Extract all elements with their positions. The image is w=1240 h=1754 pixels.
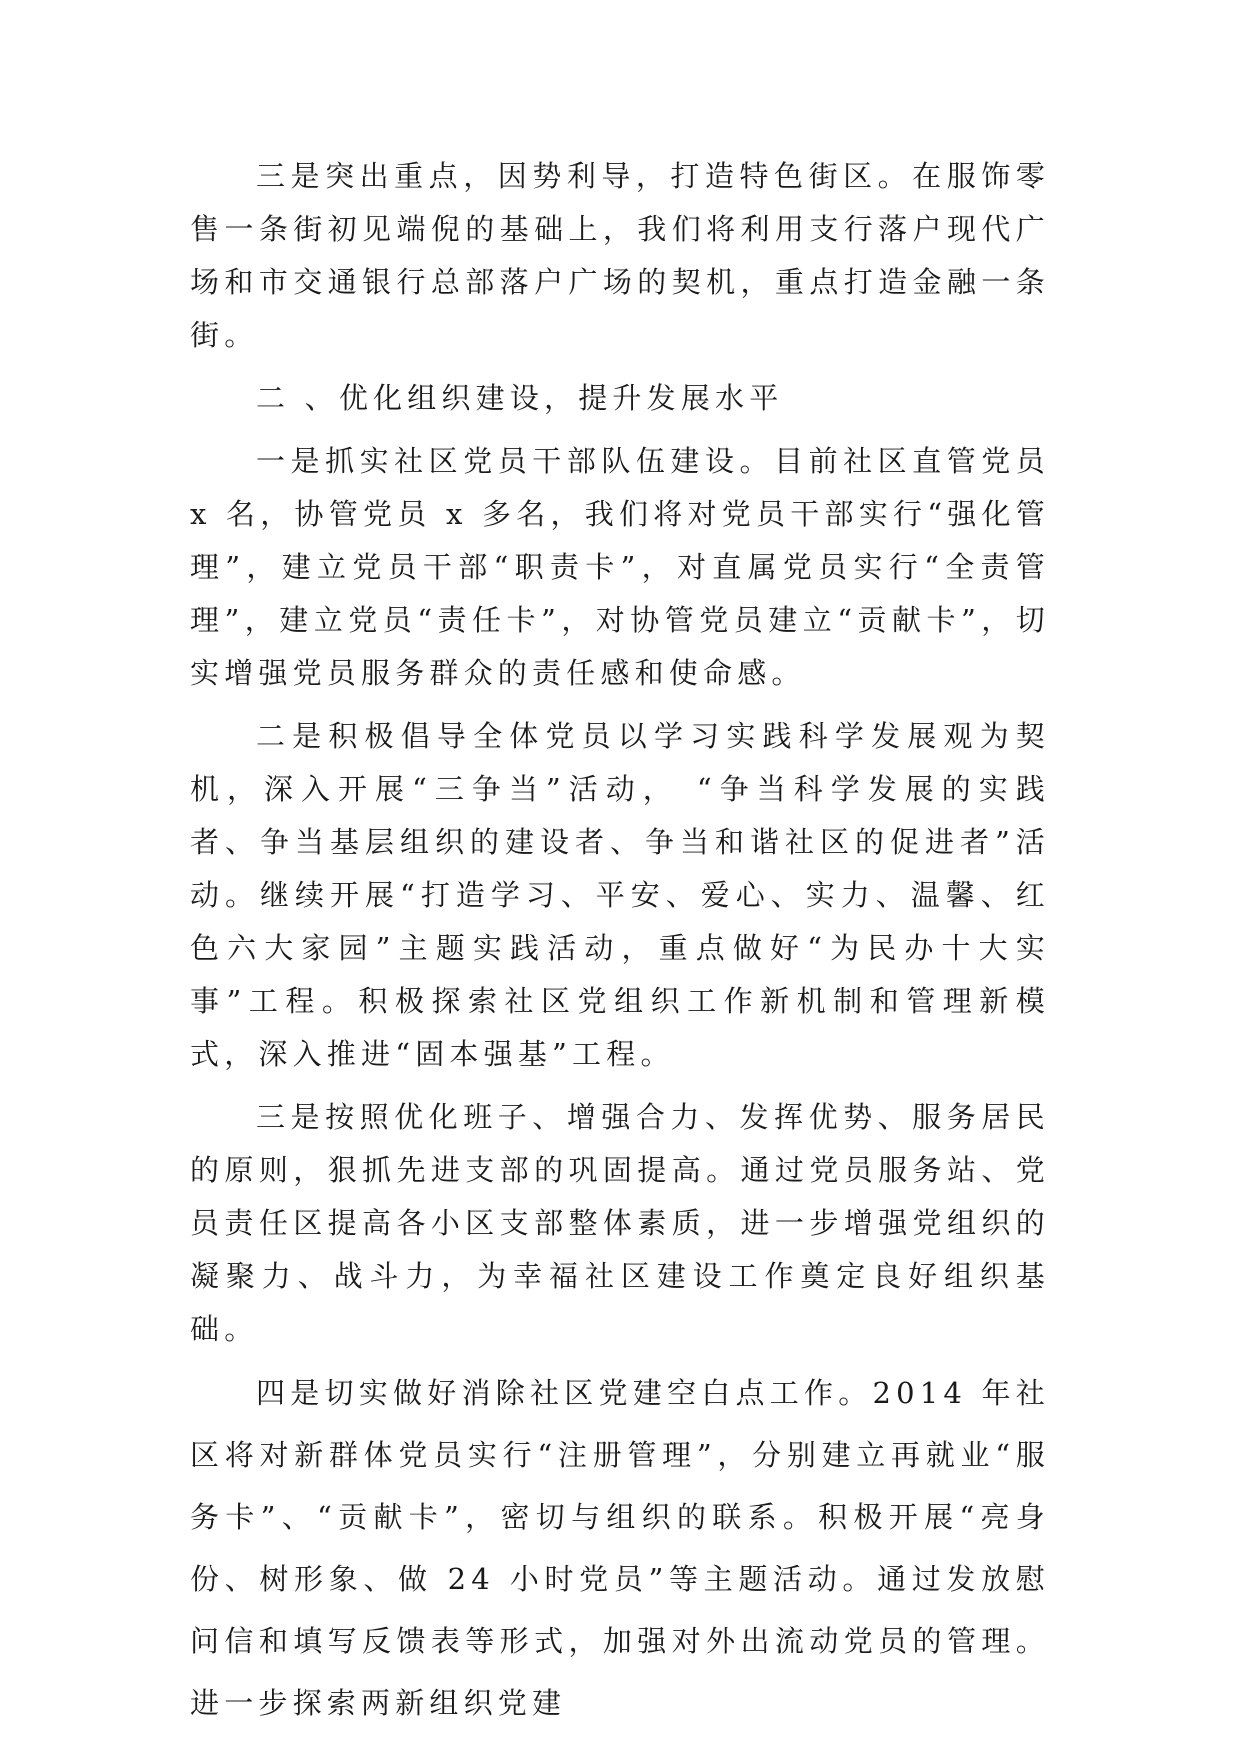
paragraph-blank-spots: 四是切实做好消除社区党建空白点工作。2014 年社区将对新群体党员实行“注册管理”，分别建立再就业“服务卡”、“贡献卡”，密切与组织的联系。积极开展“亮身份、树形象、做 24 小时党员”等主题活动。通过发放慰问信和填写反馈表等形式，加强对外出流动党员的管理。进一步探索两新组织党建 (190, 1376, 1050, 1720)
paragraph-featured-street: 三是突出重点，因势利导，打造特色街区。在服饰零售一条街初见端倪的基础上，我们将利用支行落户现代广场和市交通银行总部落户广场的契机，重点打造金融一条街。 (190, 159, 1050, 352)
document-body (190, 150, 1050, 1734)
paragraph-three-competitions: 二是积极倡导全体党员以学习实践科学发展观为契机，深入开展“三争当”活动， “争当科学发展的实践者、争当基层组织的建设者、争当和谐社区的促进者”活动。继续开展“打造学习、平安、爱心、实力、温馨、红色六大家园”主题实践活动，重点做好“为民办十大实事”工程。积极探索社区党组织工作新机制和管理新模式，深入推进“固本强基”工程。 (190, 719, 1050, 1071)
paragraph-branch-consolidation: 三是按照优化班子、增强合力、发挥优势、服务居民的原则，狠抓先进支部的巩固提高。通过党员服务站、党员责任区提高各小区支部整体素质，进一步增强党组织的凝聚力、战斗力，为幸福社区建设工作奠定良好组织基础。 (190, 1100, 1050, 1346)
paragraph-cadre-team: 一是抓实社区党员干部队伍建设。目前社区直管党员 x 名，协管党员 x 多名，我们将对党员干部实行“强化管理”，建立党员干部“职责卡”，对直属党员实行“全责管理”，建立党员“责任卡”，对协管党员建立“贡献卡”，切实增强党员服务群众的责任感和使命感。 (190, 444, 1050, 690)
section-heading-organization: 二 、优化组织建设，提升发展水平 (256, 381, 784, 415)
